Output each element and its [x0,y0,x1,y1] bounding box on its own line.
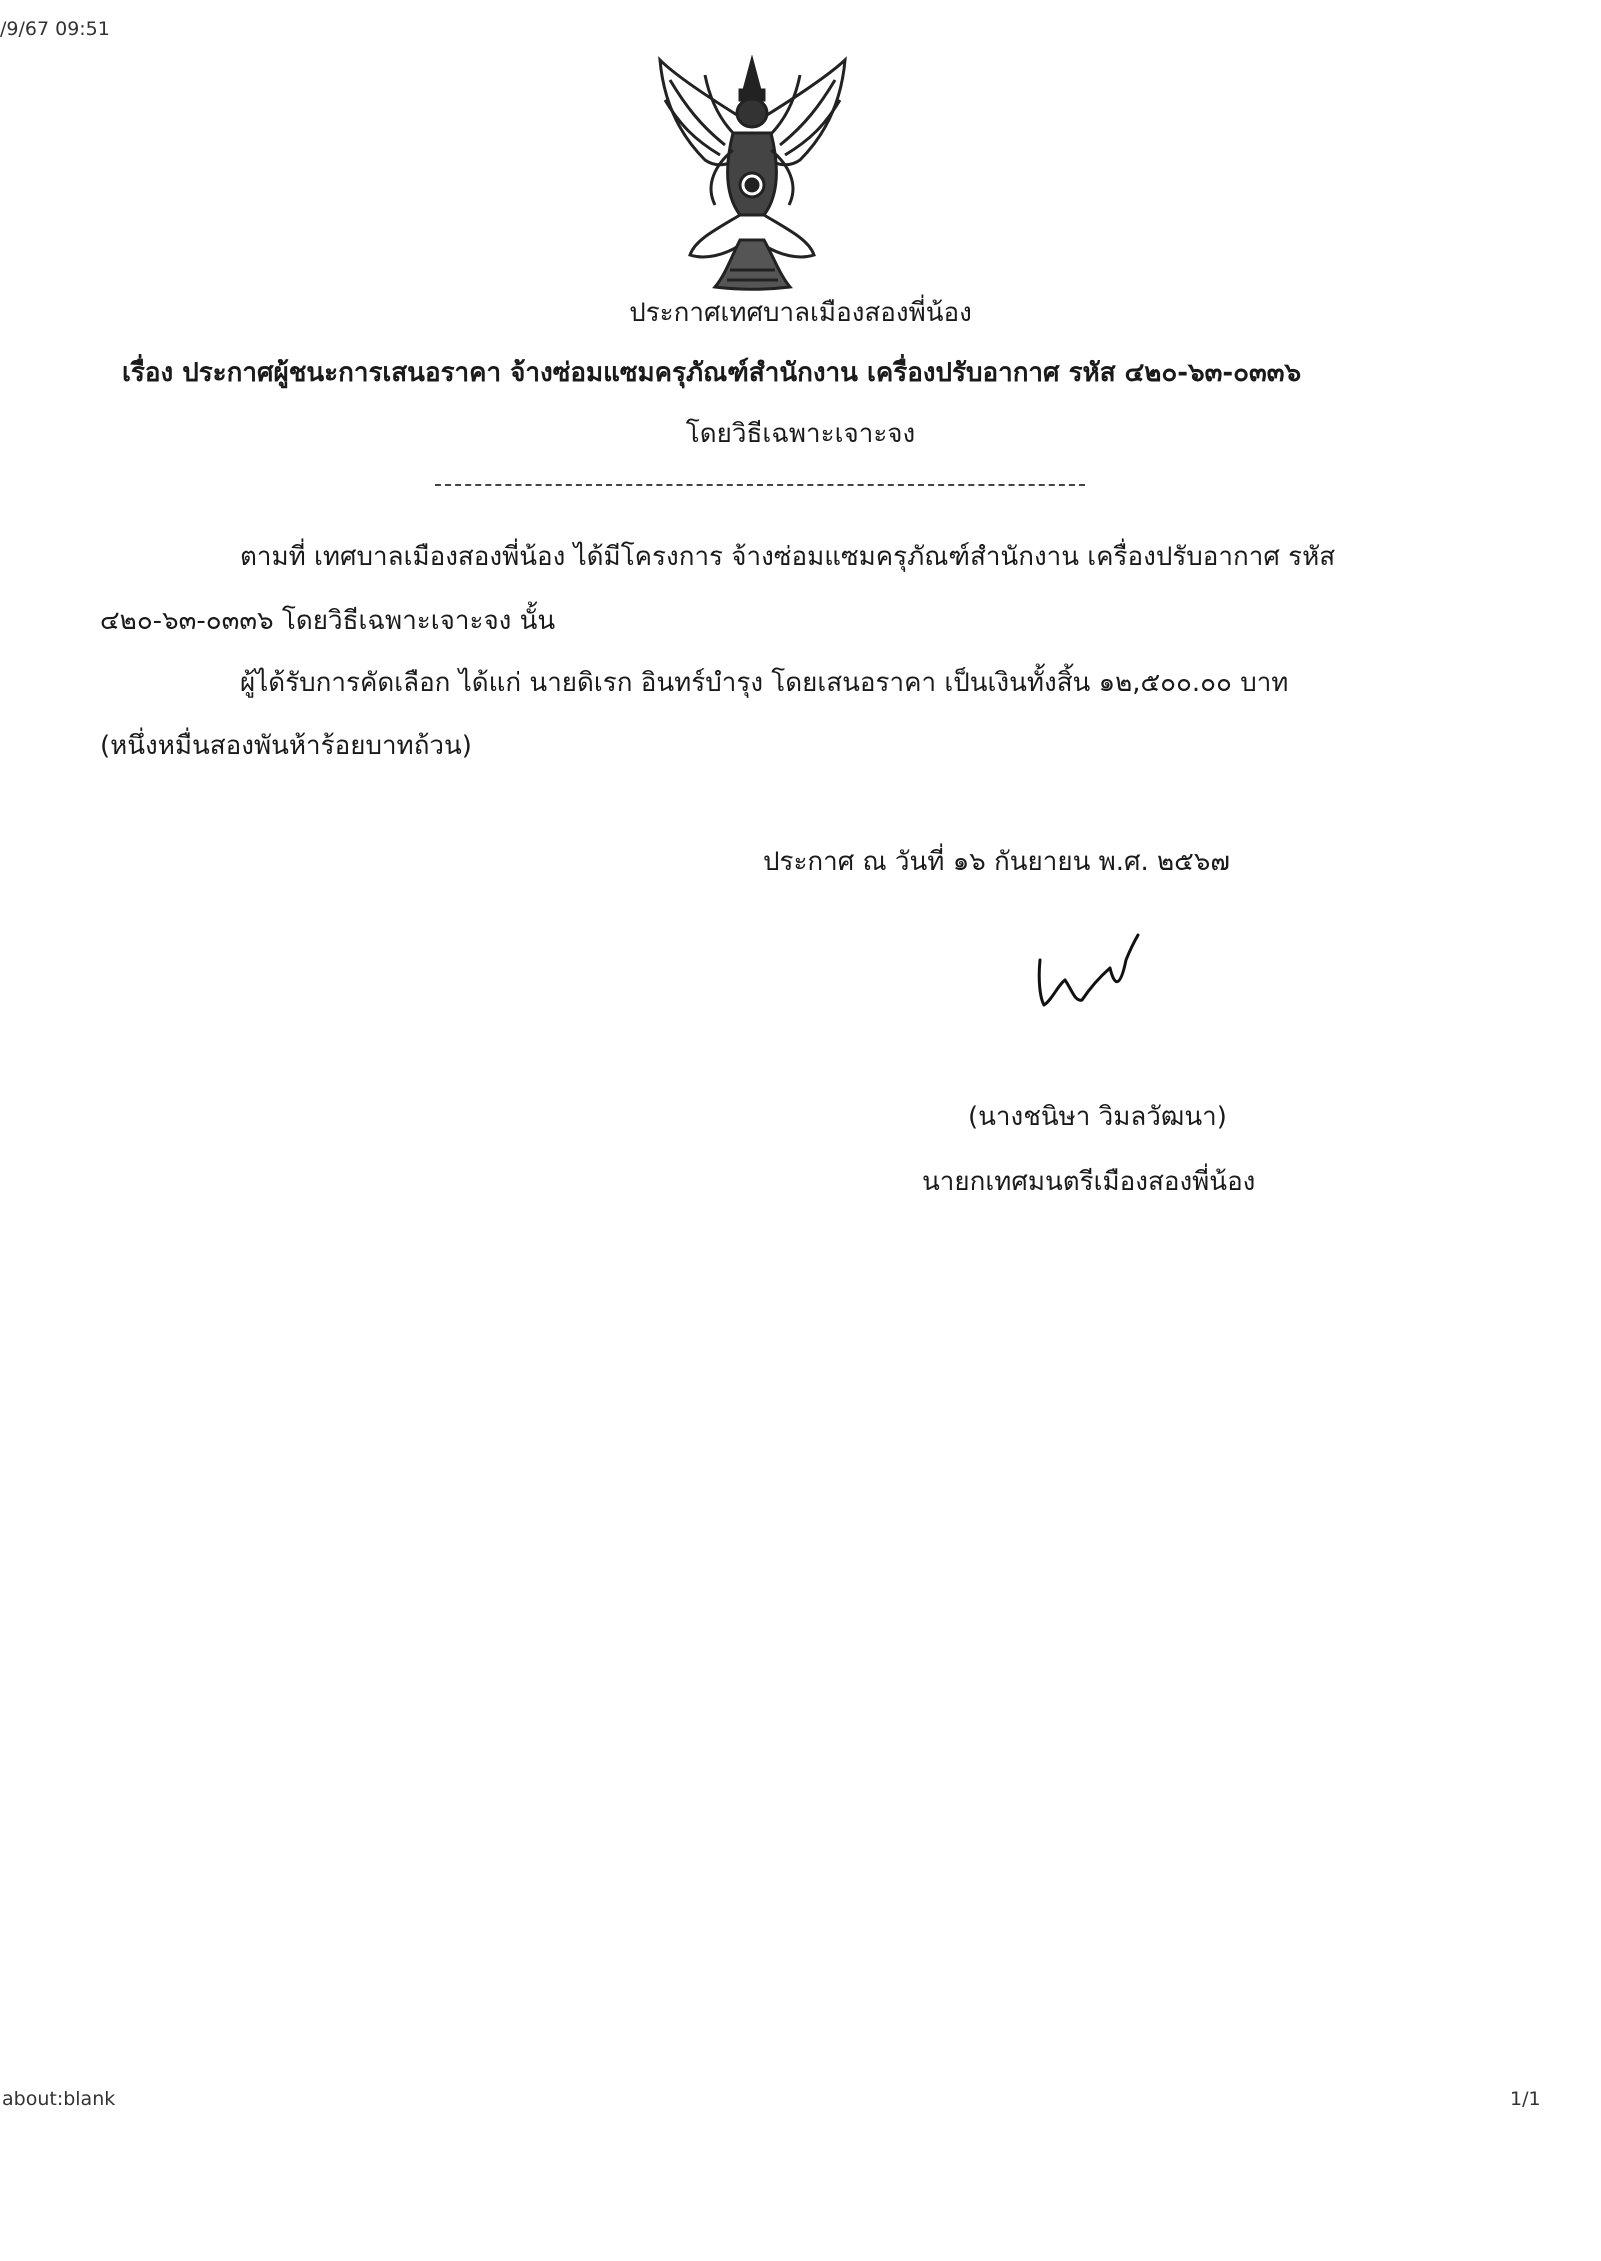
title-divider [435,484,1085,486]
announcement-title: ประกาศเทศบาลเมืองสองพี่น้อง [629,298,972,328]
announcement-date: ประกาศ ณ วันที่ ๑๖ กันยายน พ.ศ. ๒๕๖๗ [763,847,1230,877]
handwritten-signature [1030,930,1140,1020]
garuda-emblem-icon [645,55,860,295]
body-paragraph-line-4: (หนึ่งหมื่นสองพันห้าร้อยบาทถ้วน) [100,731,472,761]
announcement-subject-method: โดยวิธีเฉพาะเจาะจง [685,419,916,449]
print-timestamp: /9/67 09:51 [0,18,110,40]
signer-name: (นางชนิษา วิมลวัฒนา) [968,1102,1227,1132]
print-footer-page: 1/1 [1510,2088,1541,2110]
body-paragraph-line-2: ๔๒๐-๖๓-๐๓๓๖ โดยวิธีเฉพาะเจาะจง นั้น [100,606,556,636]
print-footer-url: about:blank [2,2088,116,2110]
body-paragraph-line-3: ผู้ได้รับการคัดเลือก ได้แก่ นายดิเรก อินทร์บำรุง โดยเสนอราคา เป็นเงินทั้งสิ้น ๑๒,๕๐๐.๐๐ บาท [240,668,1289,698]
body-paragraph-line-1: ตามที่ เทศบาลเมืองสองพี่น้อง ได้มีโครงการ จ้างซ่อมแซมครุภัณฑ์สำนักงาน เครื่องปรับอากาศ รหัส [240,542,1336,572]
signer-position: นายกเทศมนตรีเมืองสองพี่น้อง [922,1167,1256,1197]
announcement-subject: เรื่อง ประกาศผู้ชนะการเสนอราคา จ้างซ่อมแซมครุภัณฑ์สำนักงาน เครื่องปรับอากาศ รหัส ๔๒๐-๖๓-๐๓๓๖ [122,358,1302,388]
